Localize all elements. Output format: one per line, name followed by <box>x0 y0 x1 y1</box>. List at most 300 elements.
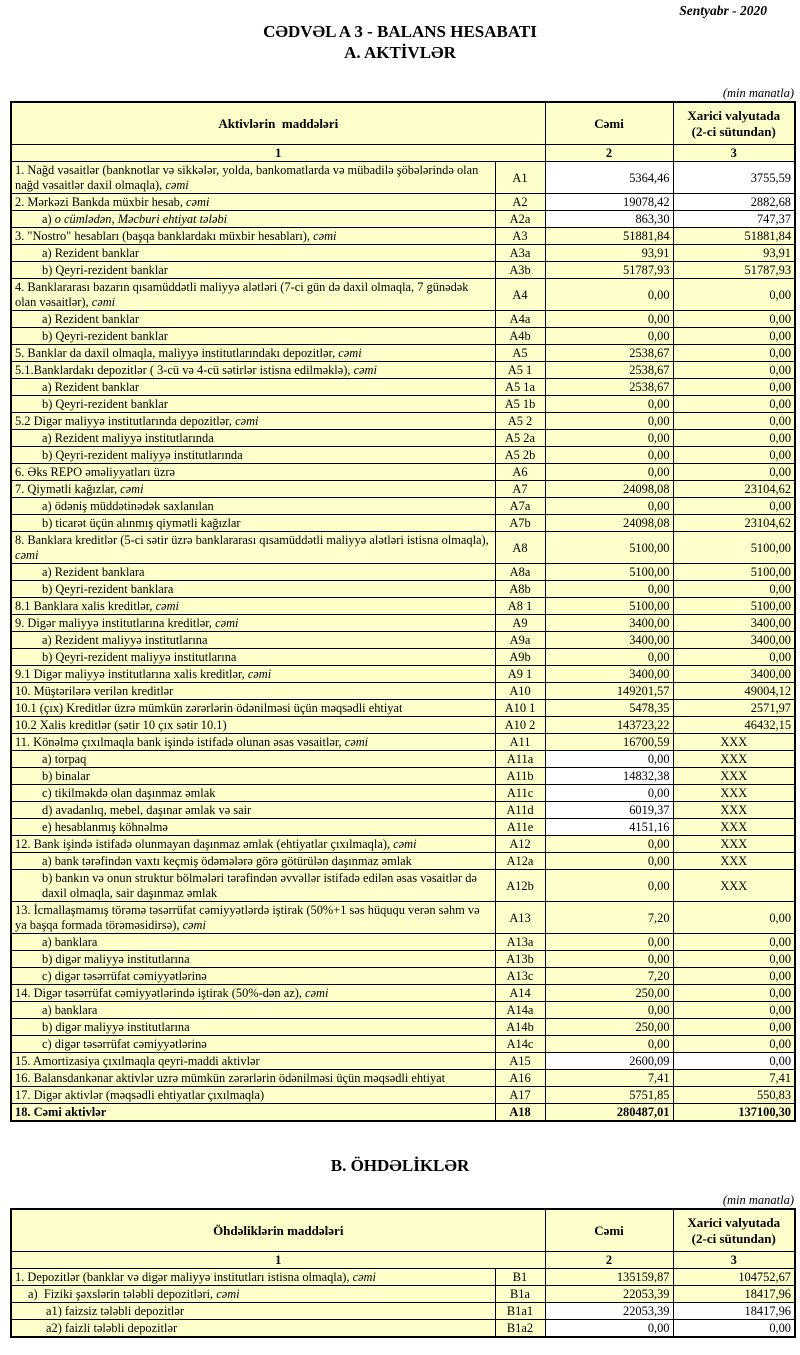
table-row <box>11 532 795 564</box>
item-total-cell: 250,00 <box>545 1019 673 1036</box>
item-label-italic: cəmi <box>216 1287 240 1301</box>
item-label-cell <box>11 785 495 802</box>
item-foreign-cell: 0,00 <box>673 396 795 413</box>
item-foreign-cell: 0,00 <box>673 1002 795 1019</box>
item-code-cell: A6 <box>495 464 545 481</box>
item-label: 10. Müştərilərə verilən kreditlər <box>15 684 174 698</box>
table-row <box>11 328 795 345</box>
item-code-cell: A14b <box>495 1019 545 1036</box>
item-label-cell <box>11 379 495 396</box>
item-label: 1. Nağd vəsaitlər (banknotlar və sikkələr, yolda, bankomatlarda və mübadilə şöbələrində olan nağd vəsaitlər daxil olmaqla), <box>15 163 479 192</box>
item-code-cell: A16 <box>495 1070 545 1087</box>
item-foreign-cell: 0,00 <box>673 649 795 666</box>
assets-table-header-row <box>11 102 795 145</box>
item-total-cell: 7,20 <box>545 968 673 985</box>
item-label-italic: cəmi <box>186 195 210 209</box>
table-row <box>11 162 795 194</box>
item-foreign-cell: 0,00 <box>673 1053 795 1070</box>
table-row <box>11 819 795 836</box>
item-label: 5.2 Digər maliyyə institutlarında depozitlər, <box>15 414 236 428</box>
table-row <box>11 498 795 515</box>
item-code-cell: A11e <box>495 819 545 836</box>
item-code-cell: A5 2b <box>495 447 545 464</box>
item-label: b) Qeyri-rezident banklar <box>42 397 168 411</box>
item-label-cell <box>11 279 495 311</box>
item-total-cell: 0,00 <box>545 1002 673 1019</box>
table-row <box>11 1002 795 1019</box>
item-label-cell <box>11 968 495 985</box>
item-foreign-cell: 3755,59 <box>673 162 795 194</box>
item-label-cell <box>11 1036 495 1053</box>
assets-foreign-header <box>673 102 795 145</box>
item-foreign-cell: 7,41 <box>673 1070 795 1087</box>
item-foreign-cell: 0,00 <box>673 951 795 968</box>
item-foreign-cell: 46432,15 <box>673 717 795 734</box>
item-label: 1. Depozitlər (banklar və digər maliyyə institutları istisna olmaqla), <box>15 1270 353 1284</box>
assets-total-header: Cəmi <box>545 102 673 145</box>
liabilities-foreign-header <box>673 1209 795 1252</box>
item-foreign-cell: 0,00 <box>673 498 795 515</box>
item-label: a) bank tərəfindən vaxtı keçmiş ödəmələrə görə götürülən daşınmaz əmlak <box>42 854 412 868</box>
item-foreign-cell: XXX <box>673 785 795 802</box>
item-foreign-cell: 51881,84 <box>673 228 795 245</box>
item-foreign-cell: 0,00 <box>673 328 795 345</box>
item-label-cell <box>11 985 495 1002</box>
item-total-cell: 14832,38 <box>545 768 673 785</box>
item-total-cell: 0,00 <box>545 853 673 870</box>
item-total-cell: 4151,16 <box>545 819 673 836</box>
liabilities-items-header: Öhdəliklərin maddələri <box>11 1209 545 1252</box>
item-total-cell: 0,00 <box>545 836 673 853</box>
item-label-cell <box>11 162 495 194</box>
item-foreign-cell: 23104,62 <box>673 481 795 498</box>
item-code-cell: A13a <box>495 934 545 951</box>
item-label-cell <box>11 362 495 379</box>
item-code-cell: A14c <box>495 1036 545 1053</box>
item-label: a) banklara <box>42 935 98 949</box>
table-row <box>11 951 795 968</box>
item-total-cell: 0,00 <box>545 751 673 768</box>
item-label: a) torpaq <box>42 752 87 766</box>
item-code-cell: A11a <box>495 751 545 768</box>
item-label-cell <box>11 870 495 902</box>
item-label-cell <box>11 717 495 734</box>
colnum-2: 2 <box>545 145 673 162</box>
item-foreign-cell: 550,83 <box>673 1087 795 1104</box>
item-label-italic: o cümlədən, Məcburi ehtiyat tələbi <box>54 212 228 226</box>
item-total-cell: 7,20 <box>545 902 673 934</box>
table-row <box>11 345 795 362</box>
item-code-cell: A10 2 <box>495 717 545 734</box>
item-label-cell <box>11 262 495 279</box>
item-label-cell <box>11 228 495 245</box>
item-label: 8.1 Banklara xalis kreditlər, <box>15 599 156 613</box>
item-foreign-cell: 0,00 <box>673 311 795 328</box>
item-label-cell <box>11 1286 495 1303</box>
item-foreign-cell: XXX <box>673 802 795 819</box>
table-row <box>11 262 795 279</box>
item-label: b) binalar <box>42 769 90 783</box>
item-code-cell: A11b <box>495 768 545 785</box>
item-total-cell: 149201,57 <box>545 683 673 700</box>
colnum-3: 3 <box>673 1252 795 1269</box>
liabilities-foreign-header-line1: Xarici valyutada <box>687 1215 781 1230</box>
item-total-cell: 0,00 <box>545 328 673 345</box>
table-row <box>11 902 795 934</box>
item-label: 5. Banklar da daxil olmaqla, maliyyə institutlarındakı depozitlər, <box>15 346 339 360</box>
table-row <box>11 1087 795 1104</box>
item-label-italic: cəmi <box>305 986 329 1000</box>
item-label-italic: cəmi <box>15 548 39 562</box>
item-code-cell: B1a <box>495 1286 545 1303</box>
item-total-cell: 2538,67 <box>545 379 673 396</box>
item-total-cell: 0,00 <box>545 279 673 311</box>
item-label: 6. Əks REPO əməliyyatları üzrə <box>15 465 176 479</box>
item-label: a) Rezident banklar <box>42 312 140 326</box>
item-label-cell <box>11 1019 495 1036</box>
item-label-cell <box>11 328 495 345</box>
item-total-cell: 93,91 <box>545 245 673 262</box>
item-label-cell <box>11 836 495 853</box>
item-label-cell <box>11 951 495 968</box>
item-total-cell: 280487,01 <box>545 1104 673 1122</box>
item-code-cell: A5 2a <box>495 430 545 447</box>
item-label: a) Rezident banklar <box>42 246 140 260</box>
table-row <box>11 279 795 311</box>
item-label: 8. Banklara kreditlər (5-ci sətir üzrə banklararası qısamüddətli maliyyə alətləri istisna olmaqla), <box>15 533 489 547</box>
item-total-cell: 0,00 <box>545 413 673 430</box>
report-date: Sentyabr - 2020 <box>679 3 767 18</box>
item-foreign-cell: 0,00 <box>673 902 795 934</box>
item-total-cell: 22053,39 <box>545 1303 673 1320</box>
item-label-cell <box>11 1303 495 1320</box>
table-row <box>11 430 795 447</box>
item-code-cell: A18 <box>495 1104 545 1122</box>
item-label-cell <box>11 666 495 683</box>
item-total-cell: 863,30 <box>545 211 673 228</box>
item-label-cell <box>11 1002 495 1019</box>
item-label-cell <box>11 581 495 598</box>
liabilities-table <box>10 1208 796 1338</box>
item-label: c) tikilməkdə olan daşınmaz əmlak <box>42 786 216 800</box>
item-code-cell: A8 1 <box>495 598 545 615</box>
table-row <box>11 464 795 481</box>
colnum-3: 3 <box>673 145 795 162</box>
item-label-cell <box>11 464 495 481</box>
item-code-cell: A3 <box>495 228 545 245</box>
item-label-cell <box>11 194 495 211</box>
item-code-cell: A11 <box>495 734 545 751</box>
table-row <box>11 802 795 819</box>
item-total-cell: 22053,39 <box>545 1286 673 1303</box>
item-code-cell: A14 <box>495 985 545 1002</box>
item-label-italic: cəmi <box>165 178 189 192</box>
item-label: 11. Könəlmə çıxılmaqla bank işində istifadə olunan əsas vəsaitlər, <box>15 735 345 749</box>
item-foreign-cell: XXX <box>673 870 795 902</box>
table-row <box>11 362 795 379</box>
item-label-cell <box>11 413 495 430</box>
item-foreign-cell: 2571,97 <box>673 700 795 717</box>
table-row <box>11 413 795 430</box>
item-total-cell: 5100,00 <box>545 532 673 564</box>
item-label-cell <box>11 396 495 413</box>
item-label-italic: cəmi <box>182 918 206 932</box>
item-label-italic: cəmi <box>353 363 377 377</box>
item-label-italic: cəmi <box>91 295 116 309</box>
item-code-cell: A13 <box>495 902 545 934</box>
item-foreign-cell: 3400,00 <box>673 615 795 632</box>
item-label: a2) faizli tələbli depozitlər <box>46 1321 178 1335</box>
item-code-cell: A10 <box>495 683 545 700</box>
item-foreign-cell: XXX <box>673 768 795 785</box>
item-total-cell: 0,00 <box>545 430 673 447</box>
item-total-cell: 0,00 <box>545 581 673 598</box>
item-label-cell <box>11 447 495 464</box>
item-label-cell <box>11 819 495 836</box>
table-row <box>11 1036 795 1053</box>
item-label: 12. Bank işində istifadə olunmayan daşınmaz əmlak (ehtiyatlar çıxılmaqla), <box>15 837 394 851</box>
item-foreign-cell: 0,00 <box>673 413 795 430</box>
table-row <box>11 1303 795 1320</box>
item-foreign-cell: 49004,12 <box>673 683 795 700</box>
item-foreign-cell: 93,91 <box>673 245 795 262</box>
item-code-cell: A15 <box>495 1053 545 1070</box>
assets-foreign-header-line1: Xarici valyutada <box>687 108 781 123</box>
item-label-cell <box>11 734 495 751</box>
item-label: a) Rezident maliyyə institutlarına <box>42 633 208 647</box>
table-row <box>11 211 795 228</box>
item-label-cell <box>11 700 495 717</box>
item-foreign-cell: 104752,67 <box>673 1269 795 1286</box>
colnum-2: 2 <box>545 1252 673 1269</box>
item-label-italic: cəmi <box>215 616 239 630</box>
assets-foreign-header-line2: (2-ci sütundan) <box>691 124 776 139</box>
item-label-italic: cəmi <box>344 735 369 749</box>
item-label: 4. Banklararası bazarın qısamüddətli maliyyə alətləri (7-ci gün də daxil olmaqla, 7 günədək olan vəsaitlər), <box>15 280 469 309</box>
table-row <box>11 717 795 734</box>
item-label-italic: cəmi <box>352 1270 376 1284</box>
item-label: 5.1.Banklardakı depozitlər ( 3-cü və 4-cü sətirlər istisna edilməklə), <box>15 363 354 377</box>
item-code-cell: A9a <box>495 632 545 649</box>
item-total-cell: 0,00 <box>545 785 673 802</box>
item-total-cell: 5100,00 <box>545 564 673 581</box>
item-code-cell: A14a <box>495 1002 545 1019</box>
item-label-cell <box>11 498 495 515</box>
item-total-cell: 0,00 <box>545 1320 673 1338</box>
item-label: 16. Balansdankənar aktivlər uzrə mümkün zərərlərin ödənilməsi üçün məqsədli ehtiyat <box>15 1071 446 1085</box>
item-code-cell: A10 1 <box>495 700 545 717</box>
item-label: 15. Amortizasiya çıxılmaqla qeyri-maddi aktivlər <box>15 1054 260 1068</box>
item-foreign-cell: XXX <box>673 853 795 870</box>
item-code-cell: A12b <box>495 870 545 902</box>
item-label: 3. "Nostro" hesabları (başqa banklardakı müxbir hesabları), <box>15 229 314 243</box>
item-label-cell <box>11 515 495 532</box>
item-code-cell: B1a2 <box>495 1320 545 1338</box>
item-foreign-cell: 0,00 <box>673 279 795 311</box>
item-total-cell: 24098,08 <box>545 515 673 532</box>
item-label: 9. Digər maliyyə institutlarına kreditlər, <box>15 616 216 630</box>
item-label: 7. Qiymətli kağızlar, <box>15 482 121 496</box>
item-foreign-cell: 5100,00 <box>673 598 795 615</box>
table-row <box>11 598 795 615</box>
table-row <box>11 1286 795 1303</box>
assets-table <box>10 101 796 1122</box>
item-code-cell: A9 1 <box>495 666 545 683</box>
item-label-cell <box>11 1104 495 1122</box>
liabilities-table-header-row <box>11 1209 795 1252</box>
item-label: a) Rezident maliyyə institutlarında <box>42 431 214 445</box>
table-row <box>11 396 795 413</box>
table-row <box>11 785 795 802</box>
report-title: CƏDVƏL A 3 - BALANS HESABATI <box>263 22 537 41</box>
item-label: 17. Digər aktivlər (məqsədli ehtiyatlar çıxılmaqla) <box>15 1088 265 1102</box>
table-row <box>11 632 795 649</box>
table-row <box>11 447 795 464</box>
item-label-cell <box>11 902 495 934</box>
table-row <box>11 311 795 328</box>
item-code-cell: A3b <box>495 262 545 279</box>
item-total-cell: 7,41 <box>545 1070 673 1087</box>
item-label: 10.2 Xalis kreditlər (sətir 10 çıx sətir 10.1) <box>15 718 227 732</box>
item-label-cell <box>11 1320 495 1338</box>
item-label: 2. Mərkəzi Bankda müxbir hesab, <box>15 195 187 209</box>
item-label: a) Rezident banklara <box>42 565 145 579</box>
item-label-cell <box>11 649 495 666</box>
item-total-cell: 0,00 <box>545 311 673 328</box>
table-row <box>11 934 795 951</box>
item-foreign-cell: XXX <box>673 751 795 768</box>
item-code-cell: A13b <box>495 951 545 968</box>
item-code-cell: A2a <box>495 211 545 228</box>
item-label-cell <box>11 802 495 819</box>
item-code-cell: A4a <box>495 311 545 328</box>
item-code-cell: A5 <box>495 345 545 362</box>
colnum-1: 1 <box>11 145 545 162</box>
item-total-cell: 0,00 <box>545 1036 673 1053</box>
item-total-cell: 19078,42 <box>545 194 673 211</box>
item-label: 18. Cəmi aktivlər <box>15 1105 107 1119</box>
item-label-cell <box>11 311 495 328</box>
table-row <box>11 245 795 262</box>
item-label: a) banklara <box>42 1003 98 1017</box>
item-label: a) ödəniş müddətinədək saxlanılan <box>42 499 214 513</box>
item-label-cell <box>11 481 495 498</box>
item-total-cell: 51787,93 <box>545 262 673 279</box>
table-row <box>11 1019 795 1036</box>
item-foreign-cell: 18417,96 <box>673 1286 795 1303</box>
table-row <box>11 379 795 396</box>
liabilities-colnum-row <box>11 1252 795 1269</box>
table-row <box>11 481 795 498</box>
table-row <box>11 1269 795 1286</box>
item-foreign-cell: 0,00 <box>673 430 795 447</box>
item-label: b) ticarət üçün alınmış qiymətli kağızlar <box>42 516 241 530</box>
item-code-cell: A9b <box>495 649 545 666</box>
assets-items-header: Aktivlərin maddələri <box>11 102 545 145</box>
item-total-cell: 0,00 <box>545 934 673 951</box>
item-total-cell: 135159,87 <box>545 1269 673 1286</box>
item-total-cell: 3400,00 <box>545 615 673 632</box>
item-foreign-cell: 0,00 <box>673 581 795 598</box>
item-label-cell <box>11 1053 495 1070</box>
item-foreign-cell: XXX <box>673 836 795 853</box>
table-row <box>11 228 795 245</box>
item-total-cell: 5751,85 <box>545 1087 673 1104</box>
liabilities-foreign-header-line2: (2-ci sütundan) <box>691 1231 776 1246</box>
item-total-cell: 3400,00 <box>545 666 673 683</box>
item-code-cell: A3a <box>495 245 545 262</box>
item-label: a) Rezident banklar <box>42 380 140 394</box>
item-label: b) digər maliyyə institutlarına <box>42 1020 190 1034</box>
item-label: b) Qeyri-rezident banklar <box>42 263 168 277</box>
item-total-cell: 143723,22 <box>545 717 673 734</box>
item-label-cell <box>11 683 495 700</box>
item-label: e) hesablanmış köhnəlmə <box>42 820 168 834</box>
table-row <box>11 1320 795 1338</box>
item-code-cell: A4b <box>495 328 545 345</box>
item-total-cell: 0,00 <box>545 464 673 481</box>
item-label-italic: cəmi <box>247 667 272 681</box>
table-row <box>11 836 795 853</box>
table-row <box>11 649 795 666</box>
item-label: c) digər təsərrüfat cəmiyyətlərinə <box>42 1037 207 1051</box>
item-label: 14. Digər təsərrüfat cəmiyyətlərində iştirak (50%-dən az), <box>15 986 306 1000</box>
item-foreign-cell: 0,00 <box>673 345 795 362</box>
item-foreign-cell: 51787,93 <box>673 262 795 279</box>
item-label-cell <box>11 1087 495 1104</box>
item-label: b) Qeyri-rezident maliyyə institutlarında <box>42 448 243 462</box>
item-code-cell: A8 <box>495 532 545 564</box>
item-total-cell: 6019,37 <box>545 802 673 819</box>
item-label-cell <box>11 934 495 951</box>
item-foreign-cell: 0,00 <box>673 362 795 379</box>
item-foreign-cell: 0,00 <box>673 934 795 951</box>
table-row <box>11 194 795 211</box>
item-code-cell: A12 <box>495 836 545 853</box>
table-row <box>11 581 795 598</box>
item-foreign-cell: XXX <box>673 734 795 751</box>
table-row <box>11 751 795 768</box>
item-label: c) digər təsərrüfat cəmiyyətlərinə <box>42 969 207 983</box>
table-row <box>11 700 795 717</box>
unit-note-a: (min manatla) <box>722 86 794 100</box>
colnum-1: 1 <box>11 1252 545 1269</box>
item-label-cell <box>11 615 495 632</box>
item-code-cell: A8a <box>495 564 545 581</box>
item-foreign-cell: 23104,62 <box>673 515 795 532</box>
item-label-italic: cəmi <box>338 346 362 360</box>
table-row <box>11 853 795 870</box>
item-foreign-cell: 5100,00 <box>673 532 795 564</box>
table-row <box>11 683 795 700</box>
item-label-cell <box>11 245 495 262</box>
item-code-cell: A5 1b <box>495 396 545 413</box>
item-total-cell: 2538,67 <box>545 345 673 362</box>
item-total-cell: 16700,59 <box>545 734 673 751</box>
item-label-italic: cəmi <box>155 599 179 613</box>
item-label-cell <box>11 751 495 768</box>
item-total-cell: 0,00 <box>545 447 673 464</box>
item-label-italic: cəmi <box>393 837 417 851</box>
item-label-cell <box>11 345 495 362</box>
item-label-cell <box>11 598 495 615</box>
item-label-cell <box>11 632 495 649</box>
item-code-cell: A1 <box>495 162 545 194</box>
item-foreign-cell: 0,00 <box>673 985 795 1002</box>
item-foreign-cell: 0,00 <box>673 1019 795 1036</box>
item-foreign-cell: 0,00 <box>673 379 795 396</box>
item-label-italic: cəmi <box>313 229 337 243</box>
